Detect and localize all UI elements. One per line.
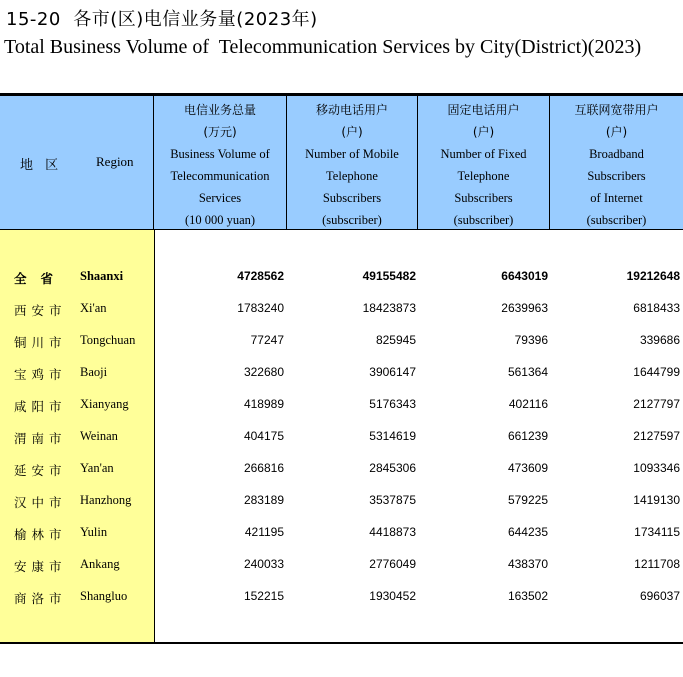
value-broadband-subscribers: 1644799: [633, 365, 680, 379]
value-fixed-subscribers: 661239: [507, 429, 548, 443]
table-title-cn: [6, 5, 318, 31]
column-header-en: Broadband: [589, 147, 644, 161]
column-header-unit-en: (10 000 yuan): [184, 213, 256, 227]
region-name-cn: 西安市: [14, 303, 67, 318]
column-header-unit-cn: (万元): [203, 125, 237, 139]
value-fixed-subscribers: 2639963: [501, 301, 548, 315]
value-mobile-subscribers: 5314619: [369, 429, 416, 443]
column-header-en: Subscribers: [454, 191, 513, 205]
column-header-en: of Internet: [590, 191, 643, 205]
value-business-volume: 266816: [243, 461, 284, 475]
region-name-cn: 延安市: [14, 463, 67, 478]
value-broadband-subscribers: 1093346: [633, 461, 680, 475]
value-mobile-subscribers: 825945: [375, 333, 416, 347]
bottom-rule: [0, 642, 683, 644]
value-mobile-subscribers: 3906147: [369, 365, 416, 379]
table-row: [0, 453, 683, 485]
value-business-volume: 77247: [250, 333, 284, 347]
column-header-en: Number of Mobile: [305, 147, 399, 161]
column-header-cn: 固定电话用户: [447, 103, 520, 117]
region-name-cn: 商洛市: [14, 591, 67, 606]
value-business-volume: 152215: [243, 589, 284, 603]
table-title-cn-text: 各市(区)电信业务量(2023年): [73, 9, 318, 30]
region-name-cn: 咸阳市: [14, 399, 67, 414]
region-header-cn: 地 区: [20, 158, 63, 173]
value-fixed-subscribers: 561364: [507, 365, 548, 379]
table-row: [0, 485, 683, 517]
value-broadband-subscribers: 19212648: [626, 269, 680, 283]
value-mobile-subscribers: 5176343: [369, 397, 416, 411]
table-row: [0, 581, 683, 613]
value-business-volume: 404175: [243, 429, 284, 443]
region-name-en: Hanzhong: [80, 493, 132, 507]
value-business-volume: 1783240: [237, 301, 284, 315]
value-mobile-subscribers: 4418873: [369, 525, 416, 539]
value-fixed-subscribers: 579225: [507, 493, 548, 507]
column-header-business-volume: [154, 96, 286, 229]
column-header-unit-en: (subscriber): [586, 213, 647, 227]
region-name-cn: 安康市: [14, 559, 67, 574]
value-fixed-subscribers: 402116: [508, 397, 548, 411]
value-fixed-subscribers: 644235: [507, 525, 548, 539]
region-name-cn: 全省: [14, 271, 68, 286]
column-header-en: Subscribers: [587, 169, 646, 183]
value-mobile-subscribers: 2776049: [369, 557, 416, 571]
region-header-en: Region: [96, 154, 134, 169]
column-header-en: Subscribers: [322, 191, 382, 205]
value-mobile-subscribers: 3537875: [369, 493, 416, 507]
value-broadband-subscribers: 1734115: [634, 525, 680, 539]
table-number: 15-20: [6, 9, 61, 30]
value-fixed-subscribers: 438370: [507, 557, 548, 571]
value-broadband-subscribers: 696037: [639, 589, 680, 603]
column-header-mobile-subscribers: [287, 96, 417, 229]
value-mobile-subscribers: 2845306: [369, 461, 416, 475]
table-title-en: Total Business Volume of Telecommunication Services by City(District)(2023): [4, 36, 642, 58]
region-name-en: Shangluo: [80, 589, 128, 603]
table-row-total: [0, 261, 683, 293]
table-row: [0, 325, 683, 357]
region-name-en: Weinan: [80, 429, 118, 443]
value-broadband-subscribers: 6818433: [633, 301, 680, 315]
region-name-en: Yulin: [80, 525, 108, 539]
column-header-en: Telephone: [457, 169, 510, 183]
column-header-unit-en: (subscriber): [322, 213, 382, 227]
region-name-en: Shaanxi: [80, 269, 124, 283]
region-name-en: Baoji: [80, 365, 108, 379]
column-header-unit-cn: (户): [341, 125, 363, 139]
value-fixed-subscribers: 6643019: [501, 269, 548, 283]
region-name-cn: 铜川市: [14, 335, 67, 350]
value-broadband-subscribers: 1211708: [634, 557, 680, 571]
column-header-unit-en: (subscriber): [453, 213, 514, 227]
value-business-volume: 4728562: [237, 269, 284, 283]
value-broadband-subscribers: 339686: [639, 333, 680, 347]
column-header-en: Business Volume of: [170, 147, 270, 161]
value-mobile-subscribers: 18423873: [362, 301, 416, 315]
column-header-en: Number of Fixed: [440, 147, 527, 161]
value-fixed-subscribers: 79396: [514, 333, 548, 347]
region-name-en: Ankang: [80, 557, 120, 571]
region-name-cn: 宝鸡市: [14, 367, 67, 382]
region-name-en: Yan'an: [80, 461, 114, 475]
column-header-unit-cn: (户): [605, 125, 628, 139]
table-row: [0, 517, 683, 549]
value-business-volume: 322680: [243, 365, 284, 379]
column-header-unit-cn: (户): [472, 125, 495, 139]
column-header-fixed-subscribers: [418, 96, 549, 229]
value-business-volume: 283189: [243, 493, 284, 507]
value-fixed-subscribers: 163502: [507, 589, 548, 603]
region-name-cn: 汉中市: [14, 495, 67, 510]
column-header-en: Telecommunication: [170, 169, 270, 183]
region-name-en: Xi'an: [80, 301, 107, 315]
value-broadband-subscribers: 2127797: [633, 397, 680, 411]
column-header-cn: 移动电话用户: [315, 103, 388, 117]
region-name-cn: 渭南市: [14, 431, 67, 446]
value-mobile-subscribers: 1930452: [369, 589, 416, 603]
value-fixed-subscribers: 473609: [507, 461, 548, 475]
table-row: [0, 421, 683, 453]
column-header-cn: 互联网宽带用户: [574, 103, 659, 117]
column-header-broadband-subscribers: [550, 96, 683, 229]
value-business-volume: 418989: [243, 397, 284, 411]
value-mobile-subscribers: 49155482: [362, 269, 416, 283]
value-broadband-subscribers: 1419130: [633, 493, 680, 507]
table-row: [0, 389, 683, 421]
value-business-volume: 421195: [244, 525, 284, 539]
region-name-en: Xianyang: [80, 397, 129, 411]
column-header-en: Services: [198, 191, 242, 205]
table-row: [0, 357, 683, 389]
table-row: [0, 549, 683, 581]
value-business-volume: 240033: [243, 557, 284, 571]
table-row: [0, 293, 683, 325]
column-header-cn: 电信业务总量: [183, 103, 256, 117]
region-name-en: Tongchuan: [80, 333, 136, 347]
column-header-en: Telephone: [326, 169, 378, 183]
region-name-cn: 榆林市: [14, 527, 67, 542]
value-broadband-subscribers: 2127597: [633, 429, 680, 443]
